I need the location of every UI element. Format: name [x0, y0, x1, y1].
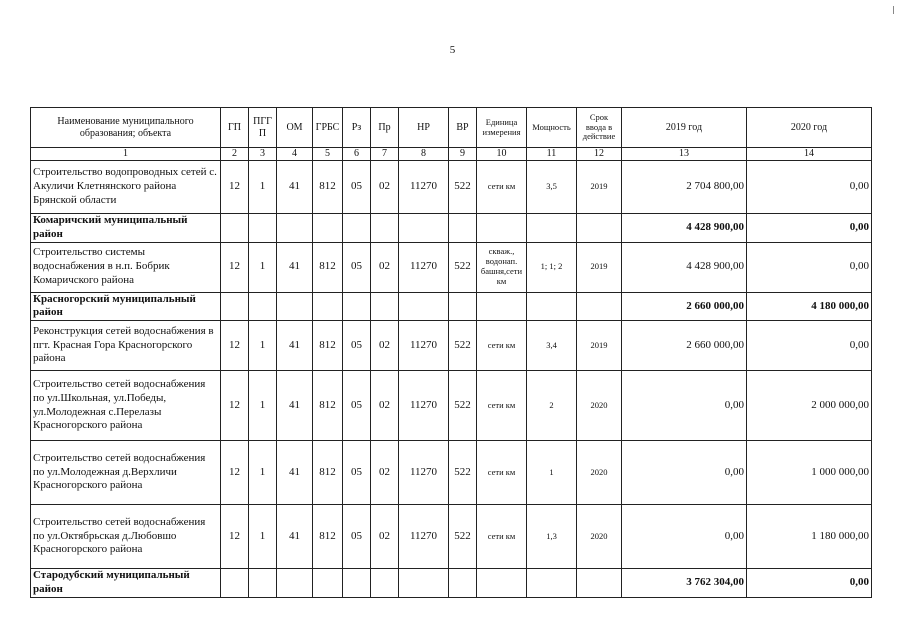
gp-cell	[221, 569, 249, 598]
pr-cell	[371, 214, 399, 243]
column-number: 9	[449, 148, 477, 161]
pgp-cell: 1	[249, 242, 277, 292]
rz-cell: 05	[343, 441, 371, 505]
object-name: Строительство водопроводных сетей с. Акуличи Клетнянского района Брянской области	[31, 161, 221, 214]
unit-cell	[477, 214, 527, 243]
table-row	[31, 371, 872, 441]
power-cell: 3,5	[527, 161, 577, 214]
nr-cell: 11270	[399, 321, 449, 371]
gp-cell: 12	[221, 242, 249, 292]
pgp-cell	[249, 292, 277, 321]
power-cell: 2	[527, 371, 577, 441]
rz-cell	[343, 292, 371, 321]
pr-cell: 02	[371, 441, 399, 505]
scan-edge-mark	[893, 6, 894, 14]
header-power: Мощность	[527, 108, 577, 148]
pgp-cell	[249, 569, 277, 598]
header-rz: Рз	[343, 108, 371, 148]
power-cell: 3,4	[527, 321, 577, 371]
header-unit: Единица измерения	[477, 108, 527, 148]
gp-cell: 12	[221, 161, 249, 214]
term-cell: 2019	[577, 242, 622, 292]
column-number: 8	[399, 148, 449, 161]
om-cell: 41	[277, 505, 313, 569]
nr-cell: 11270	[399, 242, 449, 292]
unit-cell	[477, 292, 527, 321]
om-cell: 41	[277, 441, 313, 505]
nr-cell: 11270	[399, 441, 449, 505]
om-cell	[277, 569, 313, 598]
header-pr: Пр	[371, 108, 399, 148]
column-number-row	[31, 148, 872, 161]
column-number: 12	[577, 148, 622, 161]
unit-cell: сети км	[477, 161, 527, 214]
om-cell	[277, 214, 313, 243]
rz-cell: 05	[343, 321, 371, 371]
section-row	[31, 569, 872, 598]
vr-cell	[449, 569, 477, 598]
term-cell: 2019	[577, 161, 622, 214]
pr-cell: 02	[371, 321, 399, 371]
header-gp: ГП	[221, 108, 249, 148]
unit-cell: сети км	[477, 441, 527, 505]
grbs-cell: 812	[313, 161, 343, 214]
column-number: 2	[221, 148, 249, 161]
pgp-cell	[249, 214, 277, 243]
amount-2020: 0,00	[747, 214, 872, 243]
header-row	[31, 108, 872, 148]
table-row	[31, 321, 872, 371]
nr-cell: 11270	[399, 371, 449, 441]
column-number: 11	[527, 148, 577, 161]
unit-cell	[477, 569, 527, 598]
nr-cell	[399, 569, 449, 598]
rz-cell: 05	[343, 505, 371, 569]
column-number: 4	[277, 148, 313, 161]
pgp-cell: 1	[249, 505, 277, 569]
amount-2019: 2 660 000,00	[622, 321, 747, 371]
header-name: Наименование муниципального образования; объекта	[31, 108, 221, 148]
rz-cell: 05	[343, 161, 371, 214]
table-row	[31, 242, 872, 292]
pr-cell: 02	[371, 161, 399, 214]
amount-2020: 4 180 000,00	[747, 292, 872, 321]
gp-cell: 12	[221, 321, 249, 371]
term-cell: 2020	[577, 505, 622, 569]
pgp-cell: 1	[249, 161, 277, 214]
term-cell: 2020	[577, 441, 622, 505]
table-row	[31, 441, 872, 505]
nr-cell: 11270	[399, 161, 449, 214]
amount-2020: 1 180 000,00	[747, 505, 872, 569]
grbs-cell: 812	[313, 505, 343, 569]
om-cell: 41	[277, 321, 313, 371]
term-cell	[577, 292, 622, 321]
power-cell	[527, 214, 577, 243]
pgp-cell: 1	[249, 371, 277, 441]
vr-cell: 522	[449, 371, 477, 441]
grbs-cell	[313, 214, 343, 243]
om-cell: 41	[277, 161, 313, 214]
pgp-cell: 1	[249, 321, 277, 371]
power-cell: 1; 1; 2	[527, 242, 577, 292]
pr-cell	[371, 292, 399, 321]
amount-2019: 0,00	[622, 505, 747, 569]
table-body	[31, 161, 872, 598]
object-name: Стародубский муниципальный район	[31, 569, 221, 598]
amount-2019: 4 428 900,00	[622, 214, 747, 243]
header-nr: НР	[399, 108, 449, 148]
amount-2019: 4 428 900,00	[622, 242, 747, 292]
term-cell	[577, 214, 622, 243]
amount-2020: 2 000 000,00	[747, 371, 872, 441]
column-number: 13	[622, 148, 747, 161]
om-cell	[277, 292, 313, 321]
object-name: Строительство сетей водоснабжения по ул.Молодежная д.Верхличи Красногорского района	[31, 441, 221, 505]
column-number: 3	[249, 148, 277, 161]
header-term: Срок ввода в действие	[577, 108, 622, 148]
amount-2020: 0,00	[747, 321, 872, 371]
unit-cell: скваж., водонап. башня,сети км	[477, 242, 527, 292]
power-cell: 1,3	[527, 505, 577, 569]
column-number: 10	[477, 148, 527, 161]
rz-cell	[343, 214, 371, 243]
term-cell: 2019	[577, 321, 622, 371]
vr-cell: 522	[449, 321, 477, 371]
header-vr: ВР	[449, 108, 477, 148]
column-number: 1	[31, 148, 221, 161]
column-number: 6	[343, 148, 371, 161]
amount-2020: 0,00	[747, 242, 872, 292]
column-number: 7	[371, 148, 399, 161]
table-row	[31, 161, 872, 214]
section-row	[31, 292, 872, 321]
power-cell: 1	[527, 441, 577, 505]
object-name: Строительство системы водоснабжения в н.п. Бобрик Комаричского района	[31, 242, 221, 292]
om-cell: 41	[277, 242, 313, 292]
header-grbs: ГРБС	[313, 108, 343, 148]
amount-2020: 0,00	[747, 161, 872, 214]
unit-cell: сети км	[477, 505, 527, 569]
pr-cell: 02	[371, 505, 399, 569]
pr-cell: 02	[371, 242, 399, 292]
amount-2019: 2 660 000,00	[622, 292, 747, 321]
pgp-cell: 1	[249, 441, 277, 505]
header-2019: 2019 год	[622, 108, 747, 148]
term-cell: 2020	[577, 371, 622, 441]
page-number: 5	[449, 44, 456, 56]
object-name: Реконструкция сетей водоснабжения в пгт. Красная Гора Красногорского района	[31, 321, 221, 371]
amount-2019: 2 704 800,00	[622, 161, 747, 214]
rz-cell: 05	[343, 371, 371, 441]
object-name: Строительство сетей водоснабжения по ул.Школьная, ул.Победы, ул.Молодежная с.Перелазы Красногорского района	[31, 371, 221, 441]
gp-cell: 12	[221, 371, 249, 441]
gp-cell	[221, 214, 249, 243]
grbs-cell	[313, 569, 343, 598]
object-name: Комаричский муниципальный район	[31, 214, 221, 243]
power-cell	[527, 569, 577, 598]
grbs-cell: 812	[313, 242, 343, 292]
vr-cell	[449, 292, 477, 321]
grbs-cell: 812	[313, 371, 343, 441]
column-number: 14	[747, 148, 872, 161]
gp-cell: 12	[221, 505, 249, 569]
header-om: ОМ	[277, 108, 313, 148]
gp-cell: 12	[221, 441, 249, 505]
amount-2020: 1 000 000,00	[747, 441, 872, 505]
amount-2020: 0,00	[747, 569, 872, 598]
grbs-cell: 812	[313, 441, 343, 505]
column-number: 5	[313, 148, 343, 161]
amount-2019: 0,00	[622, 371, 747, 441]
grbs-cell: 812	[313, 321, 343, 371]
nr-cell	[399, 214, 449, 243]
nr-cell: 11270	[399, 505, 449, 569]
pr-cell: 02	[371, 371, 399, 441]
vr-cell	[449, 214, 477, 243]
gp-cell	[221, 292, 249, 321]
object-name: Строительство сетей водоснабжения по ул.Октябрьская д.Любовшо Красногорского района	[31, 505, 221, 569]
amount-2019: 0,00	[622, 441, 747, 505]
table-row	[31, 505, 872, 569]
nr-cell	[399, 292, 449, 321]
header-2020: 2020 год	[747, 108, 872, 148]
vr-cell: 522	[449, 161, 477, 214]
budget-table	[30, 107, 872, 598]
amount-2019: 3 762 304,00	[622, 569, 747, 598]
unit-cell: сети км	[477, 371, 527, 441]
header-pgp: ПГГ П	[249, 108, 277, 148]
grbs-cell	[313, 292, 343, 321]
vr-cell: 522	[449, 505, 477, 569]
term-cell	[577, 569, 622, 598]
rz-cell: 05	[343, 242, 371, 292]
vr-cell: 522	[449, 441, 477, 505]
unit-cell: сети км	[477, 321, 527, 371]
power-cell	[527, 292, 577, 321]
vr-cell: 522	[449, 242, 477, 292]
section-row	[31, 214, 872, 243]
pr-cell	[371, 569, 399, 598]
rz-cell	[343, 569, 371, 598]
object-name: Красногорский муниципальный район	[31, 292, 221, 321]
om-cell: 41	[277, 371, 313, 441]
